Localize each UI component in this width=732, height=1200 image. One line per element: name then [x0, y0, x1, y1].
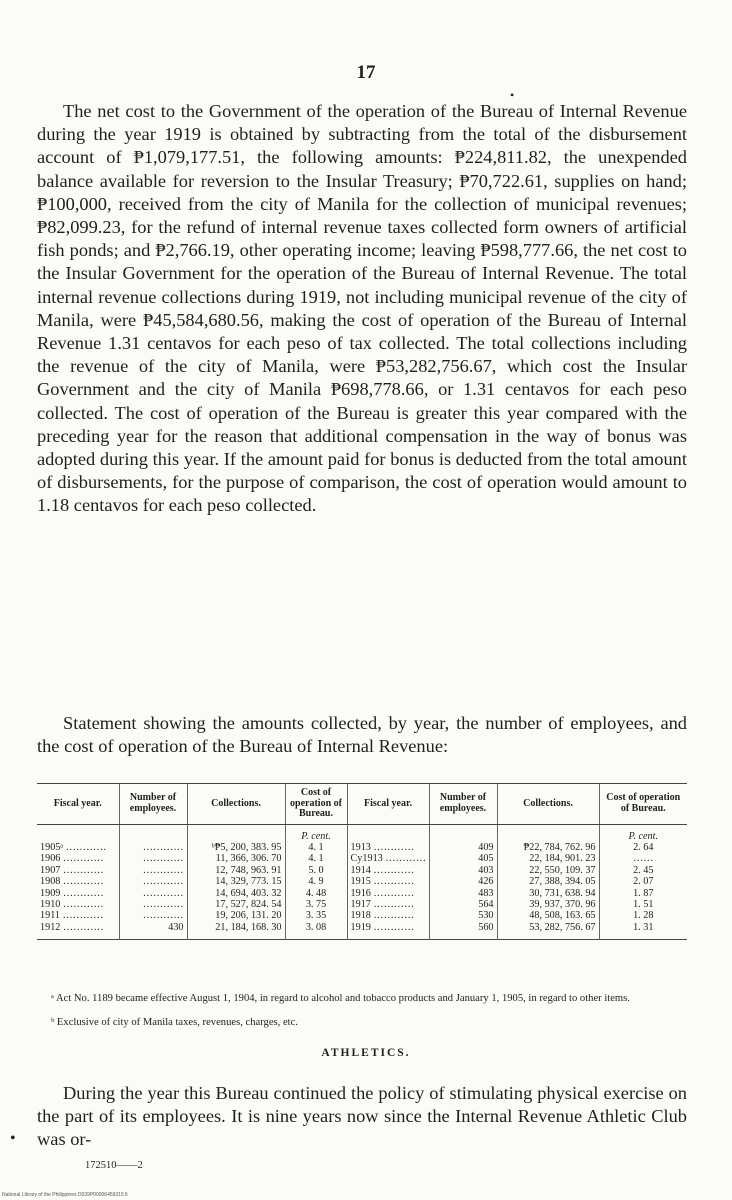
cell-year: 1912 …………: [40, 921, 104, 933]
cell-cost: 2. 45: [599, 865, 687, 876]
header-employees: Number of employees.: [119, 784, 187, 825]
cell-collections: 19, 206, 131. 20: [187, 910, 285, 921]
header-cost: Cost of operation of Bureau.: [599, 784, 687, 825]
cell-year: 1905ᵃ …………: [40, 841, 107, 853]
statement-paragraph: Statement showing the amounts collected, by year, the number of employees, and the cost of operation of the Bureau of Internal Revenue:: [37, 713, 687, 757]
cell-employees: …………: [119, 853, 187, 864]
cell-employees: 405: [429, 853, 497, 864]
cell-year: 1915 …………: [347, 876, 429, 887]
cell-collections: 27, 388, 394. 05: [497, 876, 599, 887]
printer-signature: 172510——2: [85, 1160, 143, 1171]
cell-employees: 430: [119, 922, 187, 940]
cell-employees: …………: [119, 842, 187, 853]
cell-collections: 53, 282, 756. 67: [497, 922, 599, 940]
table-row: [37, 910, 687, 921]
cell-collections: 22, 184, 901. 23: [497, 853, 599, 864]
cell-collections: ₱22, 784, 762. 96: [497, 842, 599, 853]
table-row: [37, 899, 687, 910]
cell-cost: 4. 1: [285, 853, 347, 864]
footnote-b: ᵇ Exclusive of city of Manila taxes, revenues, charges, etc.: [51, 1017, 298, 1028]
cell-year: 1913 …………: [347, 842, 429, 853]
unit-label: P. cent.: [599, 824, 687, 842]
unit-row: [37, 824, 687, 842]
header-collections: Collections.: [497, 784, 599, 825]
cell-year: 1918 …………: [347, 910, 429, 921]
cell-collections: 14, 329, 773. 15: [187, 876, 285, 887]
cell-employees: 426: [429, 876, 497, 887]
table-row: [37, 922, 687, 940]
cell-cost: 4. 48: [285, 888, 347, 899]
header-employees: Number of employees.: [429, 784, 497, 825]
header-cost: Cost of operation of Bureau.: [285, 784, 347, 825]
cell-collections: 14, 694, 403. 32: [187, 888, 285, 899]
cell-cost: ……: [599, 853, 687, 864]
cell-employees: …………: [119, 899, 187, 910]
collections-table: [37, 783, 687, 940]
cell-year: 1906 …………: [40, 853, 104, 865]
cell-collections: 39, 937, 370. 96: [497, 899, 599, 910]
scan-credit: National Library of the Philippines D039P00006459315 lt: [2, 1192, 128, 1198]
section-heading: ATHLETICS.: [321, 1047, 411, 1059]
cell-year: 1916 …………: [347, 888, 429, 899]
cell-cost: 3. 08: [285, 922, 347, 940]
cell-cost: 2. 07: [599, 876, 687, 887]
cell-employees: 483: [429, 888, 497, 899]
table-row: [37, 865, 687, 876]
page-number: 17: [356, 62, 376, 83]
ink-spot-icon: •: [510, 88, 515, 102]
cell-cost: 5. 0: [285, 865, 347, 876]
cell-year: 1919 …………: [347, 922, 429, 940]
cell-collections: 17, 527, 824. 54: [187, 899, 285, 910]
header-fiscal-year: Fiscal year.: [37, 784, 119, 825]
cell-employees: 403: [429, 865, 497, 876]
cell-collections: 22, 550, 109. 37: [497, 865, 599, 876]
cell-employees: 560: [429, 922, 497, 940]
table-row: [37, 876, 687, 887]
cell-cost: 1. 28: [599, 910, 687, 921]
cell-year: 1910 …………: [40, 898, 104, 910]
cell-employees: …………: [119, 888, 187, 899]
cell-year: 1914 …………: [347, 865, 429, 876]
cell-cost: 1. 51: [599, 899, 687, 910]
cell-employees: 530: [429, 910, 497, 921]
cell-cost: 4. 9: [285, 876, 347, 887]
header-collections: Collections.: [187, 784, 285, 825]
footnote-a: ᵃ Act No. 1189 became effective August 1, 1904, in regard to alcohol and tobacco products and January 1, 1905, in regard to other items.: [51, 993, 630, 1004]
cell-employees: …………: [119, 910, 187, 921]
cell-collections: 48, 508, 163. 65: [497, 910, 599, 921]
header-fiscal-year: Fiscal year.: [347, 784, 429, 825]
cell-year: 1909 …………: [40, 887, 104, 899]
table-row: [37, 853, 687, 864]
cell-year: Cy1913 …………: [347, 853, 429, 864]
cell-cost: 4. 1: [285, 842, 347, 853]
table-row: [37, 888, 687, 899]
cell-year: 1917 …………: [347, 899, 429, 910]
cell-collections: ᵇ₱5, 200, 383. 95: [187, 842, 285, 853]
cell-employees: 564: [429, 899, 497, 910]
cell-cost: 2. 64: [599, 842, 687, 853]
cell-employees: …………: [119, 865, 187, 876]
cell-year: 1907 …………: [40, 864, 104, 876]
cell-cost: 1. 31: [599, 922, 687, 940]
cell-employees: …………: [119, 876, 187, 887]
cell-employees: 409: [429, 842, 497, 853]
cell-collections: 30, 731, 638. 94: [497, 888, 599, 899]
cell-collections: 12, 748, 963. 91: [187, 865, 285, 876]
margin-dot-icon: •: [10, 1130, 16, 1147]
cell-collections: 11, 366, 306. 70: [187, 853, 285, 864]
unit-label: P. cent.: [285, 824, 347, 842]
cell-collections: 21, 184, 168. 30: [187, 922, 285, 940]
athletics-paragraph: During the year this Bureau continued the policy of stimulating physical exercise on the part of its employees. It is nine years now since the Internal Revenue Athletic Club was or-: [37, 1083, 687, 1150]
cell-cost: 3. 75: [285, 899, 347, 910]
cell-year: 1911 …………: [40, 910, 104, 922]
cost-paragraph: The net cost to the Government of the operation of the Bureau of Internal Revenue during the year 1919 is obtained by subtracting from the total of the disbursement account of ₱1,079,177.51, the following amounts: ₱224,811.82, the unexpended balance available for reversion to the Insular Treasury; ₱70,722.61, supplies on hand; ₱100,000, received from the city of Manila for the collection of municipal revenues; ₱82,099.23, for the refund of internal revenue taxes collected form owners of artificial fish ponds; and ₱2,766.19, other operating income; leaving ₱598,777.66, the net cost to the Insular Government for the operation of the Bureau of Internal Revenue. The total internal revenue collections during 1919, not including municipal revenue of the city of Manila, were ₱45,584,680.56, making the cost of operation of the Bureau of Internal Revenue 1.31 centavos for each peso of tax collected. The total collections including the revenue of the city of Manila, were ₱53,282,756.67, which cost the Insular Government and the city of Manila ₱698,778.66, or 1.31 centavos for each peso collected. The cost of operation of the Bureau is greater this year compared with the preceding year for the reason that additional compensation in the way of bonus was adopted during this year. If the amount paid for bonus is deducted from the total amount of disbursements, for the purpose of comparison, the cost of operation would amount to 1.18 centavos for each peso collected.: [37, 101, 687, 516]
cell-year: 1908 …………: [40, 876, 104, 888]
table-header-row: [37, 784, 687, 825]
table-row: [37, 842, 687, 853]
cell-cost: 1. 87: [599, 888, 687, 899]
cell-cost: 3. 35: [285, 910, 347, 921]
